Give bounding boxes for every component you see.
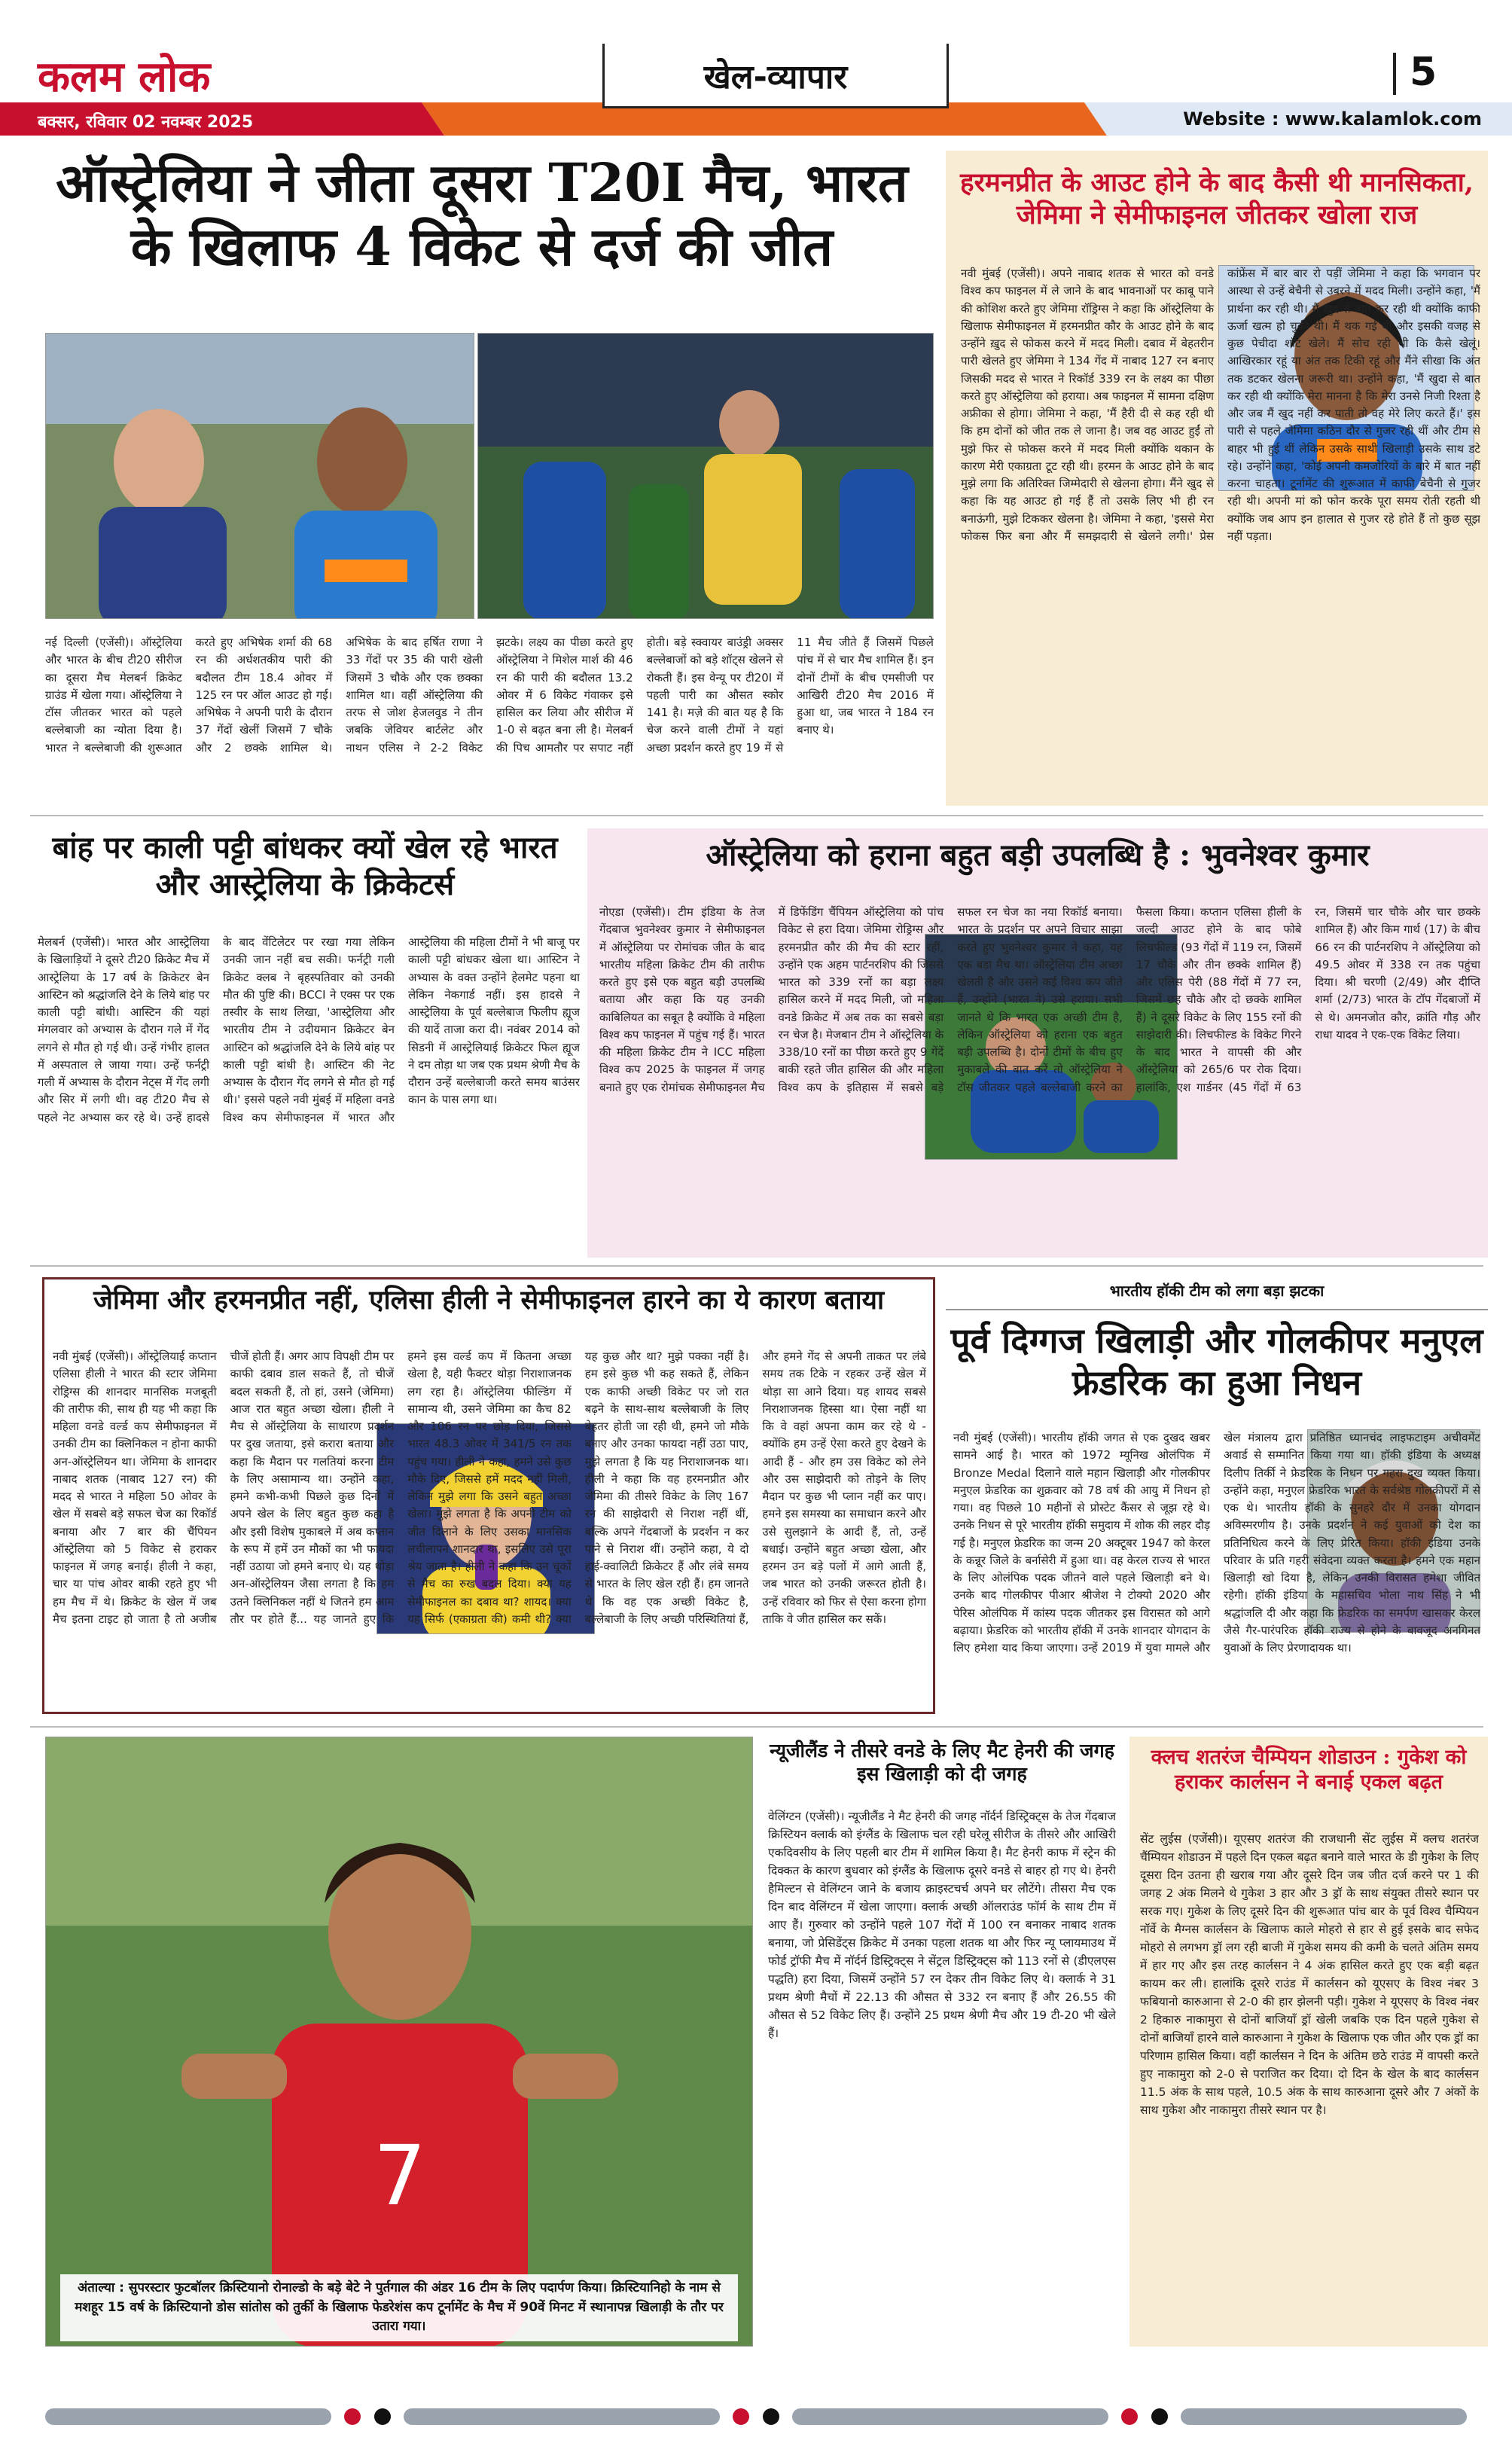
story6-kicker-divider — [946, 1309, 1488, 1310]
lower-divider — [30, 1726, 1483, 1728]
story3-headline: बांह पर काली पट्टी बांधकर क्यों खेल रहे भारत और आस्ट्रेलिया के क्रिकेटर्स — [52, 830, 558, 902]
footer-dot — [344, 2408, 361, 2425]
section-title: खेल-व्यापार — [703, 58, 848, 96]
story4-body: नोएडा (एजेंसी)। टीम इंडिया के तेज गेंदबाज भुवनेश्वर कुमार ने सेमीफाइनल में ऑस्ट्रेलिया पर रोमांचक जीत के बाद भारतीय महिला क्रिकेट टीम की तारीफ करते हुए इसे एक बहुत बड़ी उपलब्धि बताया और कहा कि यह उनकी काबिलियत का सबूत है क्योंकि वे महिला विश्व कप फाइनल में पहुंच गई हैं। भारत की महिला क्रिकेट टीम ने ICC महिला विश्व कप 2025 के फाइनल में जगह बनाते हुए एक रोमांचक सेमीफाइनल मैच में डिफेंडिंग चैंपियन ऑस्ट्रेलिया को पांच विकेट से हरा दिया। जेमिमा रोड्रिग्स और हरमनप्रीत कौर की मैच की स्टार रहीं, उन्होंने एक अहम पार्टनरशिप की जिससे भारत को 339 रनों का बड़ा लक्ष्य हासिल करने में मदद मिली, जो महिला वनडे क्रिकेट में अब तक का सबसे बड़ा रन चेज है। मेजबान टीम ने ऑस्ट्रेलिया के 338/10 रनों का पीछा करते हुए 9 गेंदें बाकी रहते जीत हासिल की और महिला विश्व कप के इतिहास में सबसे बड़े सफल रन चेज का नया रिकॉर्ड बनाया। भारत के प्रदर्शन पर अपने विचार साझा करते हुए भुवनेश्वर कुमार ने कहा, यह एक बड़ा मैच था। ऑस्ट्रेलिया टीम अच्छा खेलती है और उसने कई विश्व कप जीते हैं, उन्होंने (भारत ने) उसे हराया। सभी जानते थे कि भारत एक अच्छी टीम है, लेकिन ऑस्ट्रेलिया को हराना एक बहुत बड़ी उपलब्धि है। दोनों टीमों के बीच हुए मुकाबले की बात करें तो ऑस्ट्रेलिया ने टॉस जीतकर पहले बल्लेबाजी करने का फैसला किया। कप्तान एलिसा हीली के जल्दी आउट होने के बाद फोबे लिचफील्ड (93 गेंदों में 119 रन, जिसमें 17 चौके और तीन छक्के शामिल हैं) और एलिस पेरी (88 गेंदों में 77 रन, जिसमें छह चौके और दो छक्के शामिल हैं) ने दूसरे विकेट के लिए 155 रनों की साझेदारी की। लिचफील्ड के विकेट गिरने के बाद भारत ने वापसी की और ऑस्ट्रेलिया को 265/6 पर रोक दिया। हालांकि, एश गार्डनर (45 गेंदों में 63 रन, जिसमें चार चौके और चार छक्के शामिल हैं) और किम गार्थ (17) के बीच 66 रन की पार्टनरशिप ने ऑस्ट्रेलिया को 49.5 ओवर में 338 रन तक पहुंचा दिया। श्री चरणी (2/49) और दीप्ति शर्मा (2/73) भारत के टॉप गेंदबाजों में से थे। अमनजोत कौर, क्रांति गौड़ और राधा यादव ने एक-एक विकेट लिया। — [599, 905, 1480, 1094]
story5-body: नवी मुंबई (एजेंसी)। ऑस्ट्रेलियाई कप्तान एलिसा हीली ने भारत की स्टार जेमिमा रोड्रिग्स की शानदार मानसिक मजबूती की तारीफ की, साथ ही यह भी कहा कि महिला वनडे वर्ल्ड कप सेमीफाइनल में उनकी टीम का क्लिनिकल न होना काफी अन-ऑस्ट्रेलियन था। जेमिमा के शानदार नाबाद शतक (नाबाद 127 रन) की मदद से भारत ने महिला 50 ओवर के खेल में सबसे बड़े सफल चेज का रिकॉर्ड बनाया और 7 बार की चैंपियन ऑस्ट्रेलिया को 5 विकेट से हराकर फाइनल में जगह बनाई। हीली ने कहा, चार या पांच ओवर बाकी रहते हुए भी हम मैच में थे। क्रिकेट के खेल में जब मैच इतना टाइट हो जाता है तो अजीब चीजें होती हैं। अगर आप विपक्षी टीम पर काफी दबाव डाल सकते हैं, तो चीजें बदल सकती हैं, तो हां, उसने (जेमिमा) आज रात बहुत अच्छा खेला। हीली ने मैच से ऑस्ट्रेलिया के साधारण प्रदर्शन पर दुख जताया, इसे करारा बताया और कहा कि मैदान पर गलतियां करना टीम के लिए असामान्य था। उन्होंने कहा, हमने कभी-कभी पिछले कुछ दिनों में अपने खेल के लिए बहुत कुछ कहा है और इसी विशेष मुकाबले में अब कप्तान के रूप में हमें उन मौकों का भी फायदा नहीं उठाया जो हमने बनाए थे। यह थोड़ा अन-ऑस्ट्रेलियन जैसा लगता है कि हम उतने क्लिनिकल नहीं थे जितने हम आम तौर पर होते हैं... यह जानते हुए कि हमने इस वर्ल्ड कप में कितना अच्छा खेला है, यही फैक्टर थोड़ा निराशाजनक लग रहा है। ऑस्ट्रेलिया फील्डिंग में सामान्य थी, उसने जेमिमा का कैच 82 और 106 रन पर छोड़ दिया, जिससे भारत 48.3 ओवर में 341/5 रन तक पहुंच गया। हीली ने कहा, हमने उसे कुछ मौके दिए, जिससे हमें मदद नहीं मिली, लेकिन मुझे लगा कि उसने बहुत अच्छा खेला। मुझे लगता है कि अपनी टीम को जीत दिलाने के लिए उसका मानसिक लचीलापन शानदार था, इसलिए उसे पूरा श्रेय जाता है। हीली ने कहा कि उन चूकों से मैच का रुख बदल दिया। क्या यह सेमीफाइनल का दबाव था? शायद। क्या यह सिर्फ (एकाग्रता की) कमी थी? क्या यह कुछ और था? मुझे पक्का नहीं है। हम इसे कुछ भी कह सकते हैं, लेकिन एक काफी अच्छी विकेट पर जो रात बढ़ने के साथ-साथ बल्लेबाजी के लिए बेहतर होती जा रही थी, हमने जो मौके बनाए और उनका फायदा नहीं उठा पाए, मुझे लगता है कि यह निराशाजनक था। हीली ने कहा कि वह हरमनप्रीत और जेमिमा की तीसरे विकेट के लिए 167 रन की साझेदारी से निराश नहीं थीं, बल्कि अपने गेंदबाजों के प्रदर्शन न कर पाने से निराश थीं। उन्होंने कहा, ये दो हाई-क्वालिटी क्रिकेटर हैं और लंबे समय से भारत के लिए खेल रही हैं। हम जानते थे कि वह एक अच्छी विकेट है, बल्लेबाजी के लिए अच्छी परिस्थितियां हैं, और हमने गेंद से अपनी ताकत पर लंबे समय तक टिके न रहकर उन्हें खेल में थोड़ा सा आने दिया। यह शायद सबसे निराशाजनक हिस्सा था। ऐसा नहीं था कि वे वहां अपना काम कर रहे थे - क्योंकि हम उन्हें ऐसा करते हुए देखने के आदी हैं - और हम उस विकेट को लेने और उस साझेदारी को तोड़ने के लिए मैदान पर कुछ भी प्लान नहीं कर पाए। हमने इस समस्या का समाधान करने और उसे सुलझाने के आदी हैं, तो, उन्हें बधाई। उन्होंने बहुत अच्छा खेला, और हरमन उन बड़े पलों में आगे आती हैं, जब भारत को उनकी जरूरत होती है। उन्हें रविवार को फिर से ऐसा करना होगा ताकि वे जीत हासिल कर सकें। — [53, 1350, 926, 1626]
footer-pill — [792, 2408, 1108, 2425]
story5-top-divider — [30, 1265, 1483, 1267]
story4-headline: ऑस्ट्रेलिया को हराना बहुत बड़ी उपलब्धि है : भुवनेश्वर कुमार — [706, 837, 1370, 873]
story1-photo-left — [45, 333, 474, 619]
story8-body: सेंट लुईस (एजेंसी)। यूएसए शतरंज की राजधानी सेंट लुईस में क्लच शतरंज चैंम्पियन शोडाउन में पहले दिन एकल बढ़त बनाने वाले भारत के डी गुकेश के लिए दूसरा दिन उतना ही खराब गया और दूसरे दिन जब जीत दर्ज करने पर 1 की जगह 2 अंक मिलने थे गुकेश 3 हार और 3 ड्रॉ के साथ संयुक्त तीसरे स्थान पर सरक गए। गुकेश के लिए दूसरे दिन की शुरूआत पांच बार के पूर्व विश्व चैम्पियन नॉर्वे के मैग्नस कार्लसन के खिलाफ काले मोहरो से हार से हुई इसके बाद सफेद मोहरो से लगभग ड्रॉ लग रही बाजी में गुकेश समय की कमी के चलते अंतिम समय में हार गए और इस तरह कार्लसन ने 4 अंक हासिल करते हुए एक बड़ी बढ़त कायम कर ली। हालांकि दूसरे राउंड में कार्लसन को यूएसए के विश्व नंबर 3 फबियानो कारुआना से 2-0 की हार झेलनी पड़ी। गुकेश ने यूएसए के विश्व नंबर 2 हिकारु नाकामुरा से दोनों बाजियाँ ड्रॉ खेली जबकि एक दिन पहले गुकेश से दोनों बाजियाँ हारने वाले कारुआना ने गुकेश के खिलाफ एक जीत और एक ड्रॉ का परिणाम हासिल किया। वहीं कार्लसन ने दिन के अंतिम छठे राउंड में वापसी करते हुए नाकामुरा को 2-0 से पराजित कर दिया। दो दिन के खेल के बाद कार्लसन 11.5 अंक के साथ पहले, 10.5 अंक के साथ कारुआना दूसरे और 7 अंकों के साथ गुकेश और नाकामुरा तीसरे स्थान पर है। — [1140, 1832, 1479, 2118]
story6-body: नवी मुंबई (एजेंसी)। भारतीय हॉकी जगत से एक दुखद खबर सामने आई है। भारत को 1972 म्यूनिख ओलंपिक में Bronze Medal दिलाने वाले महान खिलाड़ी और गोलकीपर मनुएल फ्रेडरिक का शुक्रवार को 78 वर्ष की आयु में निधन हो गया। वह पिछले 10 महीनों से प्रोस्टेट कैंसर से जूझ रहे थे। उनके निधन से पूरे भारतीय हॉकी समुदाय में शोक की लहर दौड़ गई है। मनुएल फ्रेडरिक का जन्म 20 अक्टूबर 1947 को केरल के कन्नूर जिले के बर्नासेरी में हुआ था। वह केरल राज्य से भारत के लिए ओलंपिक पदक जीतने वाले पहले खिलाड़ी बने थे। उनके बाद गोलकीपर पीआर श्रीजेश ने टोक्यो 2020 और पेरिस ओलंपिक में कांस्य पदक जीतकर इस विरासत को आगे बढ़ाया। फ्रेडरिक को भारतीय हॉकी में उनके शानदार योगदान के लिए हमेशा याद किया जाएगा। उन्हें 2019 में युवा मामले और खेल मंत्रालय द्वारा प्रतिष्ठित ध्यानचंद लाइफटाइम अचीवमेंट अवार्ड से सम्मानित किया गया था। हॉकी इंडिया के अध्यक्ष दिलीप तिर्की ने फ्रेडरिक के निधन पर गहरा दुख व्यक्त किया। उन्होंने कहा, मनुएल फ्रेडरिक भारत के सर्वश्रेष्ठ गोलकीपरों में से एक थे। भारतीय हॉकी के सुनहरे दौर में उनका योगदान अविस्मरणीय है। उनके प्रदर्शन ने कई युवाओं को देश का प्रतिनिधित्व करने के लिए प्रेरित किया। हॉकी इंडिया उनके परिवार के प्रति गहरी संवेदना व्यक्त करता है। हमने एक महान खिलाड़ी खो दिया है, लेकिन उनकी विरासत हमेशा जीवित रहेगी। हॉकी इंडिया के महासचिव भोला नाथ सिंह ने भी श्रद्धांजलि दी और कहा कि फ्रेडरिक का समर्पण खासकर केरल जैसे गैर-पारंपरिक हॉकी राज्य से होने के बावजूद अनगिनत युवाओं के लिए प्रेरणादायक था। — [953, 1431, 1480, 1655]
footer-pill — [404, 2408, 720, 2425]
story8-headline: क्लच शतरंज चैम्पियन शोडाउन : गुकेश को हराकर कार्लसन ने बनाई एकल बढ़त — [1151, 1746, 1467, 1794]
story5-headline: जेमिमा और हरमनप्रीत नहीं, एलिसा हीली ने सेमीफाइनल हारने का ये कारण बताया — [93, 1285, 885, 1316]
page-number: 5 — [1410, 50, 1437, 95]
footer-dot — [763, 2408, 779, 2425]
dateline: बक्सर, रविवार 02 नवम्बर 2025 — [38, 113, 254, 132]
footer-dot — [1151, 2408, 1168, 2425]
section-title-box — [602, 44, 949, 108]
story2-headline: हरमनप्रीत के आउट होने के बाद कैसी थी मानसिकता, जेमिमा ने सेमीफाइनल जीतकर खोला राज — [960, 167, 1474, 230]
footer-dot — [374, 2408, 391, 2425]
masthead — [0, 0, 1512, 136]
footer-dot — [1121, 2408, 1138, 2425]
story7-headline: न्यूजीलैंड ने तीसरे वनडे के लिए मैट हेनरी की जगह इस खिलाड़ी को दी जगह — [770, 1740, 1114, 1785]
newspaper-brand: कलम लोक — [38, 52, 211, 102]
footer-dot — [733, 2408, 749, 2425]
footer-decoration — [45, 2404, 1467, 2429]
story3-top-divider — [30, 815, 1483, 816]
website-url: Website : www.kalamlok.com — [1183, 108, 1482, 130]
story6-kicker: भारतीय हॉकी टीम को लगा बड़ा झटका — [1109, 1282, 1325, 1300]
football-photo — [45, 1737, 753, 2347]
story7-body: वेलिंग्टन (एजेंसी)। न्यूजीलैंड ने मैट हेनरी की जगह नॉर्दर्न डिस्ट्रिक्ट्स के तेज गेंदबाज क्रिस्टियन क्लार्क को इंग्लैंड के खिलाफ चल रही घरेलू सीरीज के तीसरे और आखिरी एकदिवसीय के लिए पहली बार टीम में शामिल किया है। मैट हेनरी काफ में स्ट्रेन की दिक्कत के कारण बुधवार को इंग्लैंड के खिलाफ दूसरे वनडे से बाहर हो गए थे। हेनरी हैमिल्टन से वेलिंग्टन जाने के बजाय क्राइस्टचर्च अपने घर लौटेंगे। तीसरा मैच एक दिन बाद वेलिंग्टन में खेला जाएगा। क्लार्क अच्छी ऑलराउंड फॉर्म के साथ टीम में आए हैं। गुरुवार को उन्होंने पहले 107 गेंदों में 100 रन बनाकर नाबाद शतक बनाया, जो प्रेसिडेंट्स क्रिकेट में उनका पहला शतक था और फिर न्यू प्लायमाउथ में फोर्ड ट्रॉफी मैच में नॉर्दर्न डिस्ट्रिक्ट्स ने सेंट्रल डिस्ट्रिक्ट्स को 113 रनों से (डीएलएस पद्धति) हरा दिया, जिसमें उन्होंने 57 रन देकर तीन विकेट लिए थे। क्लार्क ने 31 प्रथम श्रेणी मैचों में 22.13 की औसत से 332 रन बनाए हैं और 26.55 की औसत से 52 विकेट लिए हैं। उन्होंने 25 प्रथम श्रेणी मैच और 19 टी-20 भी खेले हैं। — [768, 1810, 1116, 2041]
story1-body: नई दिल्ली (एजेंसी)। ऑस्ट्रेलिया और भारत के बीच टी20 सीरीज का दूसरा मैच मेलबर्न क्रिकेट ग्राउंड में खेला गया। ऑस्ट्रेलिया ने टॉस जीतकर भारत को पहले बल्लेबाजी का न्योता दिया है। भारत ने बल्लेबाजी की शुरूआत करते हुए अभिषेक शर्मा की 68 रन की अर्धशतकीय पारी की बदौलत टीम 18.4 ओवर में 125 रन पर ऑल आउट हो गई। अभिषेक ने अपनी पारी के दौरान 37 गेंदों खेलीं जिसमें 7 चौके और 2 छक्के शामिल थे। अभिषेक के बाद हर्षित राणा ने 33 गेंदों पर 35 की पारी खेली जिसमें 3 चौके और एक छक्का शामिल था। वहीं ऑस्ट्रेलिया की तरफ से जोश हेजलवुड ने तीन जबकि जेवियर बार्टलेट और नाथन एलिस ने 2-2 विकेट झटके। लक्ष्य का पीछा करते हुए ऑस्ट्रेलिया ने मिशेल मार्श की 46 रन की पारी की बदौलत 13.2 ओवर में 6 विकेट गंवाकर इसे हासिल कर लिया और सीरीज में 1-0 से बढ़त बना ली है। मेलबर्न की पिच आमतौर पर सपाट नहीं होती। बड़े स्क्वायर बाउंड्री अक्सर बल्लेबाजों को बड़े शॉट्स खेलने से रोकती हैं। इस वेन्यू पर टी20I में पहली पारी का औसत स्कोर 141 है। मज़े की बात यह है कि चेज करने वाली टीमों ने यहां अच्छा प्रदर्शन करते हुए 19 में से 11 मैच जीते हैं जिसमें पिछले पांच में से चार मैच शामिल हैं। इन दोनों टीमों के बीच एमसीजी पर आखिरी टी20 मैच 2016 में हुआ था, जब भारत ने 184 रन बनाए थे। — [45, 636, 934, 755]
story3-body: मेलबर्न (एजेंसी)। भारत और आस्ट्रेलिया के खिलाड़ियों ने दूसरे टी20 क्रिकेट मैच में आस्ट्रेलिया के 17 वर्ष के क्रिकेटर बेन आस्टिन को श्रद्धांजलि देने के लिये बांह पर काली पट्टी बांधी। आस्टिन की यहां मंगलवार को अभ्यास के दौरान गले में गेंद लगने से मौत हो गई थी। उन्हें गंभीर हालत में अस्पताल ले जाया गया। उन्हें फर्नट्री गली में अभ्यास के दौरान नेट्स में गेंद लगी और सिर में लगी थी। वह टी20 मैच से पहले नेट अभ्यास कर रहे थे। उन्हें हादसे के बाद वेंटिलेटर पर रखा गया लेकिन उनकी जान नहीं बच सकी। फर्नट्री गली क्रिकेट क्लब ने बृहस्पतिवार को उनकी मौत की पुष्टि की। BCCI ने एक्स पर एक तस्वीर के साथ लिखा, 'आस्ट्रेलिया और भारतीय टीम ने उदीयमान क्रिकेटर बेन आस्टिन को श्रद्धांजलि देने के लिये बांह पर काली पट्टी बांधी है। आस्टिन की नेट अभ्यास के दौरान गेंद लगने से मौत हो गई थी।' इससे पहले नवी मुंबई में महिला वनडे विश्व कप सेमीफाइनल में भारत और आस्ट्रेलिया की महिला टीमों ने भी बाजू पर काली पट्टी बांधकर खेला था। आस्टिन ने अभ्यास के वक्त उन्होंने हेलमेट पहना था लेकिन नेकगार्ड नहीं। इस हादसे ने आस्ट्रेलिया के पूर्व बल्लेबाज फिलीप ह्यूज की यादें ताजा करा दी। नवंबर 2014 को सिडनी में आस्ट्रेलियाई क्रिकेटर फिल ह्यूज ने दम तोड़ा था जब एक प्रथम श्रेणी मैच के दौरान उन्हें बल्लेबाजी करते समय बाउंसर कान के पास लगा था। — [38, 935, 580, 1124]
footer-pill — [1181, 2408, 1467, 2425]
story1-photo-right — [477, 333, 934, 619]
story2-body: नवी मुंबई (एजेंसी)। अपने नाबाद शतक से भारत को वनडे विश्व कप फाइनल में ले जाने के बाद भावनाओं पर काबू पाने की कोशिश करते हुए जेमिमा रॉड्रिग्स ने कहा कि ऑस्ट्रेलिया के खिलाफ सेमीफाइनल में हरमनप्रीत कौर के आउट होने के बाद उन्होंने ख़ुद से फोकस करने में मदद मिली। दबाव में बेहतरीन पारी खेलते हुए जेमिमा ने 134 गेंद में नाबाद 127 रन बनाए जिसकी मदद से भारत ने रिकॉर्ड 339 रन के लक्ष्य का पीछा करते हुए ऑस्ट्रेलिया को हराया। अब फाइनल में सामना दक्षिण अफ्रीका से होगा। जेमिमा ने कहा, 'मैं हैरी दी से कह रही थी कि हम दोनों को जीत तक ले जाना है। जब वह आउट हुईं तो मुझे फिर से फोकस करने में मदद मिली क्योंकि थकान के कारण मेरी एकाग्रता टूट रही थी। हरमन के आउट होने के बाद मुझे लगा कि अतिरिक्त जिम्मेदारी से खेलना होगा। मैंने खुद से कहा कि यह आउट हो गई हैं तो उसके लिए भी ही रन बनाऊंगी, मुझे टिककर खेलना है। जेमिमा ने कहा, 'इससे मेरा फोकस फिर बना और मैं समझदारी से खेलने लगी।' प्रेस कांफ्रेंस में बार बार रो पड़ीं जेमिमा ने कहा कि भगवान पर आस्था से उन्हें बेचैनी से उबरने में मदद मिली। उन्होंने कहा, 'मैं प्रार्थना कर रही थी। मैं खुद से बात कर रही थी क्योंकि काफी ऊर्जा खत्म हो चुकी थी। मैं थक गई थी और इसकी वजह से कुछ पेचीदा शॉट खेले। मैं सोच रही थी कि कैसे खेलूं। आखिरकार रहूं या अंत तक टिकी रहूं और मैंने सीखा कि अंत तक डटकर खेलना जरूरी था। उन्होंने कहा, 'मैं खुदा से बात कर रही थी क्योंकि मेरा मानना है कि मेरा उनसे निजी रिश्ता है और जब मैं खुद नहीं कर पाती तो वह मेरे लिए करते हैं।' इस पारी से पहले जेमिमा कठिन दौर से गुजर रही थीं और टीम से बाहर भी हुई थीं लेकिन उसके साथी खिलाड़ी उसके साथ डटे रहे। उन्होंने कहा, 'कोई अपनी कमजोरियों के बारे में बात नहीं करना चाहता। टूर्नामेंट की शुरूआत में काफी बेचैनी से गुजर रही थी। अपनी मां को फोन करके पूरा समय रोती रहती थी क्योंकि जब आप इन हालात से गुजर रहे होते हैं तो कुछ सूझ नहीं पड़ता। — [961, 267, 1480, 543]
football-photo-caption: अंताल्या : सुपरस्टार फुटबॉलर क्रिस्टियानो रोनाल्डो के बड़े बेटे ने पुर्तगाल की अंडर 16 टीम के लिए पदार्पण किया। क्रिस्टियानिहो के नाम से मशहूर 15 वर्ष के क्रिस्टियानो डोस सांतोस को तुर्की के खिलाफ फेडरेशंस कप टूर्नामेंट के मैच में 90वें मिनट में स्थानापन्न खिलाड़ी के तौर पर उतारा गया। — [60, 2274, 738, 2341]
footer-pill — [45, 2408, 331, 2425]
svg-text:7: 7 — [373, 2127, 426, 2224]
story1-headline: ऑस्ट्रेलिया ने जीता दूसरा T20I मैच, भारत के खिलाफ 4 विकेट से दर्ज की जीत — [56, 151, 908, 279]
story6-headline: पूर्व दिग्गज खिलाड़ी और गोलकीपर मनुएल फ्रेडरिक का हुआ निधन — [950, 1320, 1483, 1404]
